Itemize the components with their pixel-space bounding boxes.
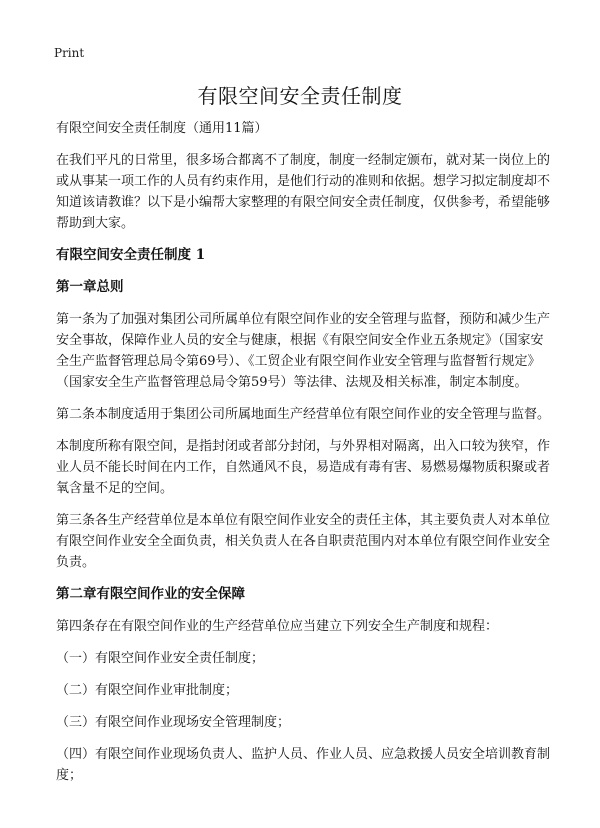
- intro-paragraph: 在我们平凡的日常里，很多场合都离不了制度，制度一经制定颁布，就对某一岗位上的或从事某一项工作的人员有约束作用，是他们行动的准则和依据。想学习拟定制度却不知道该请教谁？以下是小编帮大家整理的有限空间安全责任制度，仅供参考，希望能够帮助到大家。: [56, 153, 551, 231]
- list-item: （四）有限空间作业现场负责人、监护人员、作业人员、应急救援人员安全培训教育制度；: [56, 747, 551, 783]
- article-3: 第三条各生产经营单位是本单位有限空间作业安全的责任主体，其主要负责人对本单位有限空间作业安全全面负责，相关负责人在各自职责范围内对本单位有限空间作业安全负责。: [56, 513, 551, 570]
- list-item: （二）有限空间作业审批制度；: [56, 683, 239, 698]
- document-body: [56, 118, 556, 797]
- list-item: （一）有限空间作业安全责任制度；: [56, 651, 265, 666]
- chapter-heading-2: 第二章有限空间作业的安全保障: [56, 586, 245, 602]
- chapter-heading-1: 第一章总则: [56, 279, 124, 295]
- article-1: 第一条为了加强对集团公司所属单位有限空间作业的安全管理与监督，预防和减少生产安全事故，保障作业人员的安全与健康，根据《有限空间安全作业五条规定》（国家安全生产监督管理总局令第69号）、《工贸企业有限空间作业安全管理与监督暂行规定》（国家安全生产监督管理总局令第59号）等法律、法规及相关标准，制定本制度。: [56, 312, 551, 390]
- document-subtitle: 有限空间安全责任制度（通用11篇）: [56, 121, 268, 136]
- definition-paragraph: 本制度所称有限空间，是指封闭或者部分封闭，与外界相对隔离，出入口较为狭窄，作业人员不能长时间在内工作，自然通风不良，易造成有毒有害、易燃易爆物质积聚或者氧含量不足的空间。: [56, 439, 551, 496]
- print-link[interactable]: Print: [54, 46, 85, 60]
- page-title: 有限空间安全责任制度: [197, 84, 403, 108]
- article-4: 第四条存在有限空间作业的生产经营单位应当建立下列安全生产制度和规程：: [56, 619, 499, 634]
- section-heading: 有限空间安全责任制度 1: [56, 247, 206, 263]
- article-2: 第二条本制度适用于集团公司所属地面生产经营单位有限空间作业的安全管理与监督。: [56, 407, 551, 422]
- list-item: （三）有限空间作业现场安全管理制度；: [56, 715, 291, 730]
